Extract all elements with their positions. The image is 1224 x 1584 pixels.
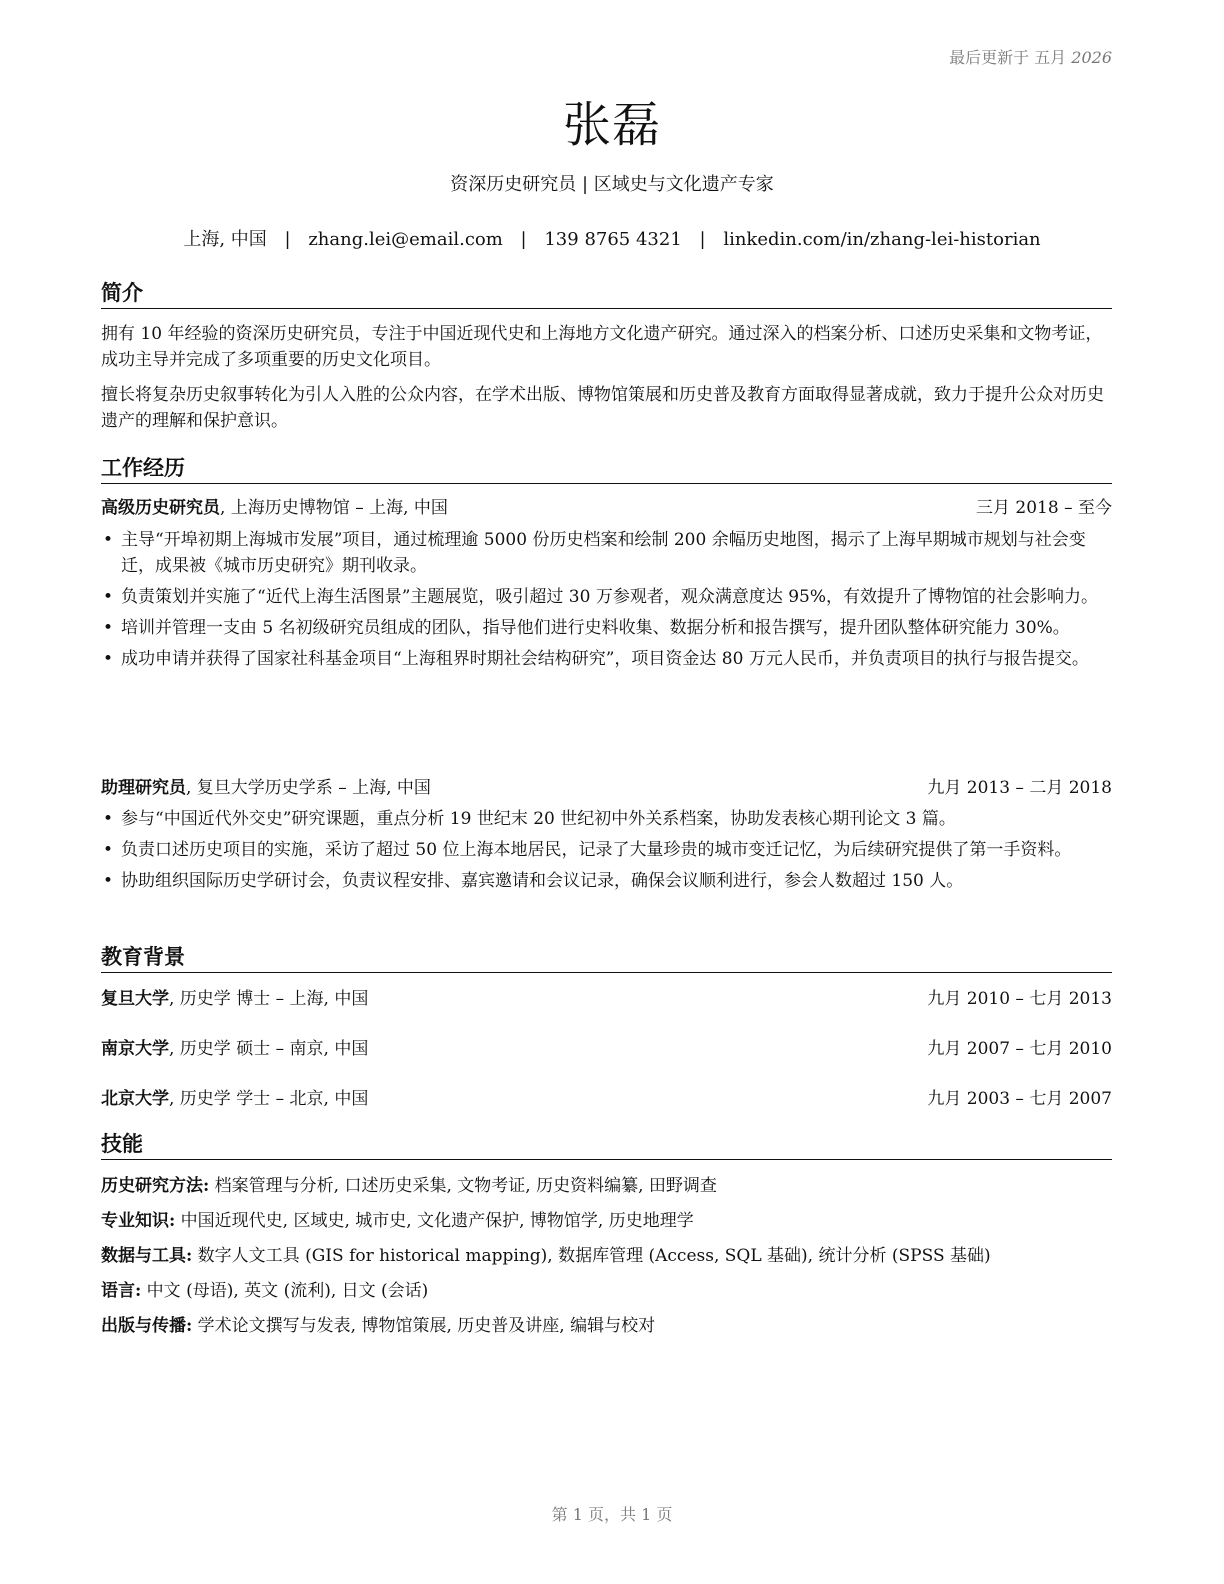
degree-detail: , 历史学 硕士 – 南京, 中国 bbox=[169, 1039, 369, 1059]
job-dates: 三月 2018 – 至今 bbox=[976, 498, 1112, 518]
updated-year: 2026 bbox=[1071, 48, 1112, 67]
phone-number: 139 8765 4321 bbox=[544, 229, 682, 250]
section-title-skills: 技能 bbox=[101, 1128, 1112, 1160]
summary-paragraph: 拥有 10 年经验的资深历史研究员，专注于中国近现代史和上海地方文化遗产研究。通过深入的档案分析、口述历史采集和文物考证，成功主导并完成了多项重要的历史文化项目。 bbox=[101, 324, 1103, 370]
school-name: 复旦大学 bbox=[101, 989, 169, 1009]
skill-value: 中国近现代史, 区域史, 城市史, 文化遗产保护, 博物馆学, 历史地理学 bbox=[175, 1211, 694, 1231]
location: 上海, 中国 bbox=[183, 229, 267, 250]
job-dates: 九月 2013 – 二月 2018 bbox=[927, 778, 1112, 798]
skill-row bbox=[101, 1278, 1112, 1304]
job-header bbox=[101, 495, 1112, 521]
last-updated bbox=[949, 45, 1112, 68]
list-item: • 协助组织国际历史学研讨会，负责议程安排、嘉宾邀请和会议记录，确保会议顺利进行，参会人数超过 150 人。 bbox=[101, 868, 1112, 894]
education-dates: 九月 2007 – 七月 2010 bbox=[927, 1039, 1112, 1059]
updated-month: 五月 bbox=[1034, 48, 1067, 67]
page-footer: 第 1 页，共 1 页 bbox=[551, 1505, 673, 1524]
education-dates: 九月 2010 – 七月 2013 bbox=[927, 989, 1112, 1009]
contact-line bbox=[0, 225, 1224, 251]
separator: | bbox=[520, 229, 527, 250]
list-item: • 成功申请并获得了国家社科基金项目“上海租界时期社会结构研究”，项目资金达 80 万元人民币，并负责项目的执行与报告提交。 bbox=[101, 646, 1112, 672]
section-title-education: 教育背景 bbox=[101, 941, 1112, 973]
job-org: , 复旦大学历史学系 – 上海, 中国 bbox=[186, 778, 431, 798]
education-row bbox=[101, 986, 1112, 1012]
skill-row bbox=[101, 1313, 1112, 1339]
degree-detail: , 历史学 学士 – 北京, 中国 bbox=[169, 1089, 369, 1109]
section-title-summary: 简介 bbox=[101, 277, 1112, 309]
updated-prefix: 最后更新于 bbox=[949, 48, 1030, 67]
list-item: • 主导“开埠初期上海城市发展”项目，通过梳理逾 5000 份历史档案和绘制 200 余幅历史地图，揭示了上海早期城市规划与社会变迁，成果被《城市历史研究》期刊收录。 bbox=[101, 527, 1112, 579]
skill-label: 专业知识: bbox=[101, 1211, 176, 1231]
list-item: • 负责口述历史项目的实施，采访了超过 50 位上海本地居民，记录了大量珍贵的城市变迁记忆，为后续研究提供了第一手资料。 bbox=[101, 837, 1112, 863]
skill-value: 中文 (母语), 英文 (流利), 日文 (会话) bbox=[141, 1281, 429, 1301]
summary-paragraph: 擅长将复杂历史叙事转化为引人入胜的公众内容，在学术出版、博物馆策展和历史普及教育方面取得显著成就，致力于提升公众对历史遗产的理解和保护意识。 bbox=[101, 385, 1104, 431]
job-header bbox=[101, 775, 1112, 801]
separator: | bbox=[284, 229, 291, 250]
skill-row bbox=[101, 1173, 1112, 1199]
job-role: 助理研究员 bbox=[101, 778, 186, 798]
skill-label: 历史研究方法: bbox=[101, 1176, 210, 1196]
school-name: 南京大学 bbox=[101, 1039, 169, 1059]
job-bullets bbox=[101, 527, 1112, 677]
education-row bbox=[101, 1086, 1112, 1112]
list-item: • 负责策划并实施了“近代上海生活图景”主题展览，吸引超过 30 万参观者，观众满意度达 95%，有效提升了博物馆的社会影响力。 bbox=[101, 584, 1112, 610]
job-org: , 上海历史博物馆 – 上海, 中国 bbox=[220, 498, 448, 518]
skill-value: 数字人文工具 (GIS for historical mapping), 数据库管理 (Access, SQL 基础), 统计分析 (SPSS 基础) bbox=[192, 1246, 991, 1266]
linkedin-link[interactable]: linkedin.com/in/zhang-lei-historian bbox=[723, 229, 1041, 250]
skill-row bbox=[101, 1243, 1112, 1269]
skill-value: 档案管理与分析, 口述历史采集, 文物考证, 历史资料编纂, 田野调查 bbox=[209, 1176, 717, 1196]
job-role: 高级历史研究员 bbox=[101, 498, 220, 518]
email-link[interactable]: zhang.lei@email.com bbox=[308, 229, 503, 250]
skill-label: 语言: bbox=[101, 1281, 142, 1301]
skill-value: 学术论文撰写与发表, 博物馆策展, 历史普及讲座, 编辑与校对 bbox=[192, 1316, 656, 1336]
degree-detail: , 历史学 博士 – 上海, 中国 bbox=[169, 989, 369, 1009]
list-item: • 培训并管理一支由 5 名初级研究员组成的团队，指导他们进行史料收集、数据分析和报告撰写，提升团队整体研究能力 30%。 bbox=[101, 615, 1112, 641]
skill-label: 数据与工具: bbox=[101, 1246, 193, 1266]
skill-row bbox=[101, 1208, 1112, 1234]
section-title-experience: 工作经历 bbox=[101, 452, 1112, 484]
candidate-name: 张磊 bbox=[562, 97, 661, 153]
headline: 资深历史研究员 | 区域史与文化遗产专家 bbox=[450, 174, 774, 195]
skill-label: 出版与传播: bbox=[101, 1316, 193, 1336]
separator: | bbox=[699, 229, 706, 250]
education-dates: 九月 2003 – 七月 2007 bbox=[927, 1089, 1112, 1109]
school-name: 北京大学 bbox=[101, 1089, 169, 1109]
job-bullets bbox=[101, 806, 1112, 899]
education-row bbox=[101, 1036, 1112, 1062]
list-item: • 参与“中国近代外交史”研究课题，重点分析 19 世纪末 20 世纪初中外关系档案，协助发表核心期刊论文 3 篇。 bbox=[101, 806, 1112, 832]
